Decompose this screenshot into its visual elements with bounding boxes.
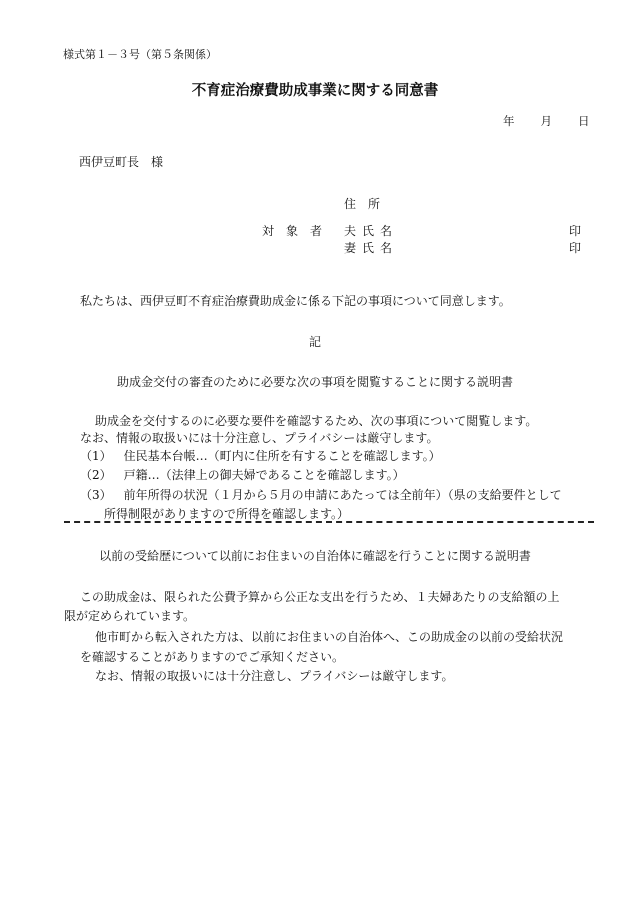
section2-para3: なお、情報の取扱いには十分注意し、プライバシーは厳守します。 [95,669,454,683]
husband-seal-mark: 印 [569,224,582,238]
list-item [80,447,441,464]
list-item-number: （2） [80,468,112,482]
date-year: 年 [503,114,515,128]
section2-para2-line1: 他市町から転入された方は、以前にお住まいの自治体へ、この助成金の以前の受給状況 [95,630,564,644]
list-item-number: （1） [80,449,112,463]
target-label: 対 象 者 [262,224,323,238]
list-item-text: 前年所得の状況（１月から５月の申請にあたっては全前年）（県の支給要件として [123,488,562,502]
section2-para2-line2: を確認することがありますのでご承知ください。 [80,650,345,664]
section2-heading: 以前の受給歴について以前にお住まいの自治体に確認を行うことに関する説明書 [99,549,531,563]
section2-para1-line2: 限が定められています。 [64,609,196,623]
husband-name-label: 夫氏名 [344,224,399,238]
date-day: 日 [578,114,590,128]
section1-para1: 助成金を交付するのに必要な要件を確認するため、次の事項について閲覧します。 [95,414,538,428]
date-month: 月 [540,114,552,128]
wife-name-label: 妻氏名 [344,241,399,255]
list-item-continuation: 所得制限がありますので所得を確認します。） [104,507,350,521]
list-item-text: 住民基本台帳…（町内に住所を有することを確認します。） [123,449,441,463]
section1-para2: なお、情報の取扱いには十分注意し、プライバシーは厳守します。 [80,431,439,445]
cut-line-divider [64,521,594,523]
list-item [80,466,405,483]
consent-statement: 私たちは、西伊豆町不育症治療費助成金に係る下記の事項について同意します。 [80,294,511,308]
section2-para1-line1: この助成金は、限られた公費予算から公正な支出を行うため、１夫婦あたりの支給額の上 [80,590,560,604]
ki-label: 記 [308,335,321,349]
address-label: 住 所 [344,197,381,211]
date-line [503,113,590,129]
addressee: 西伊豆町長 様 [79,155,164,169]
wife-seal-mark: 印 [569,241,582,255]
section1-heading: 助成金交付の審査のために必要な次の事項を閲覧することに関する説明書 [116,375,513,389]
list-item [80,486,562,503]
document-title: 不育症治療費助成事業に関する同意書 [191,82,439,99]
list-item-number: （3） [80,488,112,502]
list-item-text: 戸籍…（法律上の御夫婦であることを確認します。） [123,468,405,482]
form-number: 様式第１－３号（第５条関係） [63,48,217,61]
